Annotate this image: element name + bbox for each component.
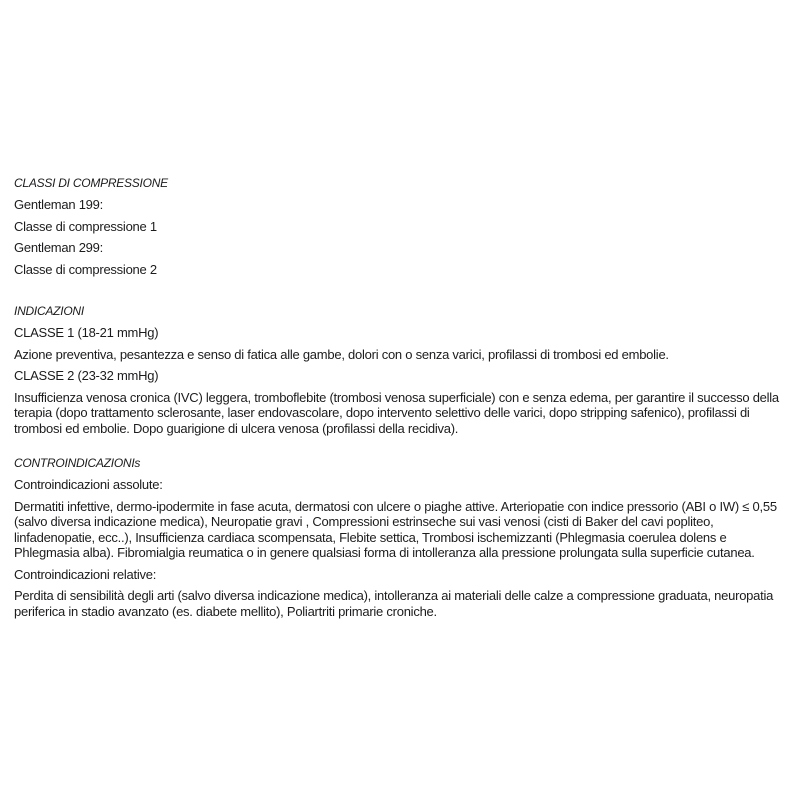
classi-di-compressione-heading: CLASSI DI COMPRESSIONE [14, 176, 168, 190]
controindicazioni-assolute-title: Controindicazioni assolute: [14, 477, 163, 492]
classe-1-description: Azione preventiva, pesantezza e senso di fatica alle gambe, dolori con o senza varici, profilassi di trombosi ed embolie. [14, 346, 669, 362]
section-controindicazioni [14, 456, 784, 619]
classe-2-title: CLASSE 2 (23-32 mmHg) [14, 368, 159, 383]
indicazioni-heading: INDICAZIONI [14, 304, 84, 318]
controindicazioni-relative-title: Controindicazioni relative: [14, 566, 157, 582]
section-indicazioni [14, 304, 784, 436]
gentleman-299-label: Gentleman 299: [14, 240, 104, 255]
section-classi-di-compressione [14, 176, 784, 277]
gentleman-199-value: Classe di compressione 1 [14, 218, 157, 234]
controindicazioni-assolute-description: Dermatiti infettive, dermo-ipodermite in fase acuta, dermatosi con ulcere o piaghe attive. Arteriopatie con indice pressorio (ABI o IW) ≤ 0,55 (salvo diversa indicazione medica), Neuropatie gravi , Compressioni estrinseche sui vasi venosi (cisti di Baker del cavi popliteo, linfadenopatie, ecc..), Insufficienza cardiaca scompensata, Flebite settica, Trombosi ischemizzanti (Phlegmasia coerulea dolens e Phlegmasia alba). Fibromialgia reumatica o in genere qualsiasi forma di intolleranza alla pressione prolungata sulla superficie cutanea. [14, 498, 777, 560]
controindicazioni-heading: CONTROINDICAZIONIs [14, 456, 141, 470]
gentleman-199-label: Gentleman 199: [14, 197, 104, 212]
controindicazioni-relative-description: Perdita di sensibilità degli arti (salvo diversa indicazione medica), intolleranza ai materiali delle calze a compressione graduata, neuropatia periferica in stadio avanzato (es. diabete mellito), Poliartriti primarie croniche. [14, 588, 774, 619]
gentleman-299-value: Classe di compressione 2 [14, 261, 157, 277]
classe-1-title: CLASSE 1 (18-21 mmHg) [14, 325, 159, 340]
classe-2-description: Insufficienza venosa cronica (IVC) leggera, tromboflebite (trombosi venosa superficiale) con e senza edema, per garantire il successo della terapia (dopo trattamento sclerosante, laser endovascolare, dopo intervento selettivo delle varici, dopo stripping safenico), profilassi di trombosi ed embolie. Dopo guarigione di ulcera venosa (profilassi della recidiva). [14, 389, 779, 436]
